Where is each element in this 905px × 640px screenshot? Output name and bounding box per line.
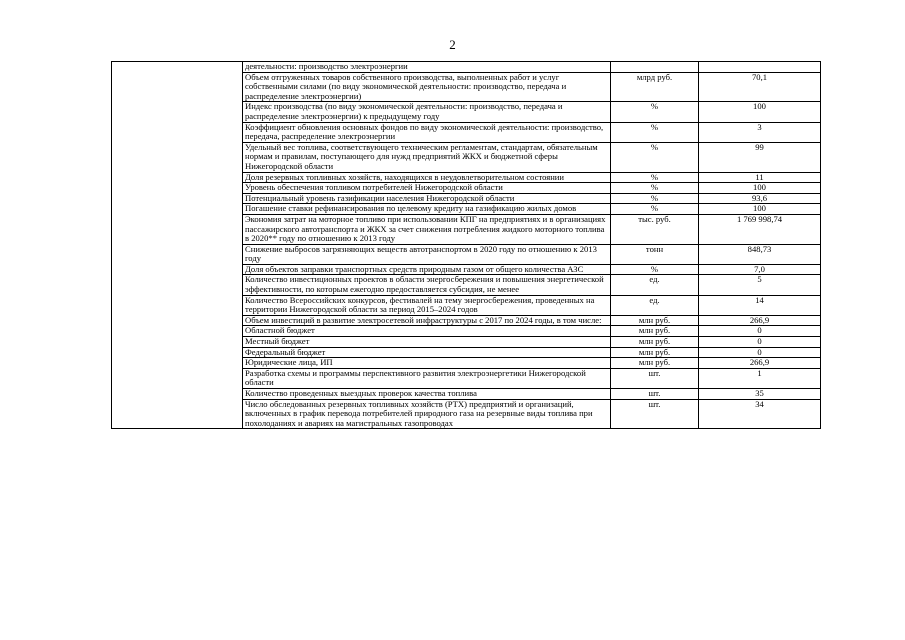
unit-cell: млн руб. bbox=[611, 358, 699, 369]
indicator-cell: Областной бюджет bbox=[243, 326, 611, 337]
unit-cell: % bbox=[611, 172, 699, 183]
value-cell: 34 bbox=[699, 399, 821, 429]
indicator-cell: Объем отгруженных товаров собственного производства, выполненных работ и услуг собственными силами (по виду экономической деятельности: производство, передача и распределение электроэнергии) bbox=[243, 72, 611, 102]
indicator-cell: Объем инвестиций в развитие электросетевой инфраструктуры с 2017 по 2024 годы, в том числе: bbox=[243, 315, 611, 326]
value-cell: 266,9 bbox=[699, 315, 821, 326]
value-cell: 1 769 998,74 bbox=[699, 214, 821, 244]
value-cell: 35 bbox=[699, 389, 821, 400]
unit-cell: % bbox=[611, 204, 699, 215]
value-cell: 70,1 bbox=[699, 72, 821, 102]
unit-cell: шт. bbox=[611, 399, 699, 429]
unit-cell: % bbox=[611, 193, 699, 204]
indicator-cell: Федеральный бюджет bbox=[243, 347, 611, 358]
indicator-cell: Количество Всероссийских конкурсов, фестивалей на тему энергосбережения, проведенных на территории Нижегородской области за период 2015–2024 годов bbox=[243, 295, 611, 315]
indicator-cell: Погашение ставки рефинансирования по целевому кредиту на газификацию жилых домов bbox=[243, 204, 611, 215]
unit-cell: млн руб. bbox=[611, 337, 699, 348]
unit-cell: шт. bbox=[611, 389, 699, 400]
page-number: 2 bbox=[449, 37, 456, 52]
unit-cell: млн руб. bbox=[611, 326, 699, 337]
indicator-cell: Местный бюджет bbox=[243, 337, 611, 348]
value-cell: 100 bbox=[699, 102, 821, 122]
indicator-cell: Доля объектов заправки транспортных средств природным газом от общего количества АЗС bbox=[243, 264, 611, 275]
value-cell: 99 bbox=[699, 142, 821, 172]
value-cell: 7,0 bbox=[699, 264, 821, 275]
indicator-cell: Экономия затрат на моторное топливо при использовании КПГ на предприятиях и в организациях пассажирского автотранспорта и ЖКХ за счет снижения потребления жидкого моторного топлива в 2020** году по отношению к 2013 году bbox=[243, 214, 611, 244]
indicator-cell: Снижение выбросов загрязняющих веществ автотранспортом в 2020 году по отношению к 2013 году bbox=[243, 244, 611, 264]
indicator-cell: деятельности: производство электроэнергии bbox=[243, 62, 611, 73]
blank-left-cell bbox=[112, 62, 243, 429]
value-cell: 0 bbox=[699, 337, 821, 348]
value-cell: 266,9 bbox=[699, 358, 821, 369]
unit-cell: млн руб. bbox=[611, 347, 699, 358]
unit-cell: % bbox=[611, 183, 699, 194]
indicator-cell: Юридические лица, ИП bbox=[243, 358, 611, 369]
unit-cell bbox=[611, 62, 699, 73]
unit-cell: % bbox=[611, 264, 699, 275]
indicators-table bbox=[111, 61, 821, 429]
value-cell: 14 bbox=[699, 295, 821, 315]
indicator-cell: Число обследованных резервных топливных хозяйств (РТХ) предприятий и организаций, включенных в график перевода потребителей природного газа на резервные виды топлива при похолоданиях и авариях на магистральных газопроводах bbox=[243, 399, 611, 429]
value-cell: 848,73 bbox=[699, 244, 821, 264]
value-cell: 100 bbox=[699, 183, 821, 194]
indicator-cell: Разработка схемы и программы перспективного развития электроэнергетики Нижегородской области bbox=[243, 368, 611, 388]
indicator-cell: Удельный вес топлива, соответствующего техническим регламентам, стандартам, обязательным нормам и правилам, поступающего для нужд предприятий ЖКХ и бюджетной сферы Нижегородской области bbox=[243, 142, 611, 172]
indicator-cell: Количество проведенных выездных проверок качества топлива bbox=[243, 389, 611, 400]
unit-cell: тыс. руб. bbox=[611, 214, 699, 244]
value-cell: 0 bbox=[699, 326, 821, 337]
indicator-cell: Коэффициент обновления основных фондов по виду экономической деятельности: производство, передача, распределение электроэнергии bbox=[243, 122, 611, 142]
unit-cell: шт. bbox=[611, 368, 699, 388]
unit-cell: тонн bbox=[611, 244, 699, 264]
value-cell: 11 bbox=[699, 172, 821, 183]
table-row bbox=[112, 62, 821, 73]
unit-cell: млн руб. bbox=[611, 315, 699, 326]
indicator-cell: Доля резервных топливных хозяйств, находящихся в неудовлетворительном состоянии bbox=[243, 172, 611, 183]
value-cell: 0 bbox=[699, 347, 821, 358]
unit-cell: млрд руб. bbox=[611, 72, 699, 102]
indicator-cell: Уровень обеспечения топливом потребителей Нижегородской области bbox=[243, 183, 611, 194]
value-cell: 93,6 bbox=[699, 193, 821, 204]
value-cell: 3 bbox=[699, 122, 821, 142]
indicators-table-body bbox=[112, 62, 821, 429]
indicator-cell: Количество инвестиционных проектов в области энергосбережения и повышения энергетической эффективности, по которым ежегодно предоставляется субсидия, не менее bbox=[243, 275, 611, 295]
value-cell: 100 bbox=[699, 204, 821, 215]
value-cell bbox=[699, 62, 821, 73]
indicator-cell: Потенциальный уровень газификации населения Нижегородской области bbox=[243, 193, 611, 204]
unit-cell: ед. bbox=[611, 295, 699, 315]
value-cell: 1 bbox=[699, 368, 821, 388]
indicator-cell: Индекс производства (по виду экономической деятельности: производство, передача и распределение электроэнергии) к предыдущему году bbox=[243, 102, 611, 122]
value-cell: 5 bbox=[699, 275, 821, 295]
unit-cell: % bbox=[611, 102, 699, 122]
unit-cell: % bbox=[611, 142, 699, 172]
unit-cell: ед. bbox=[611, 275, 699, 295]
unit-cell: % bbox=[611, 122, 699, 142]
